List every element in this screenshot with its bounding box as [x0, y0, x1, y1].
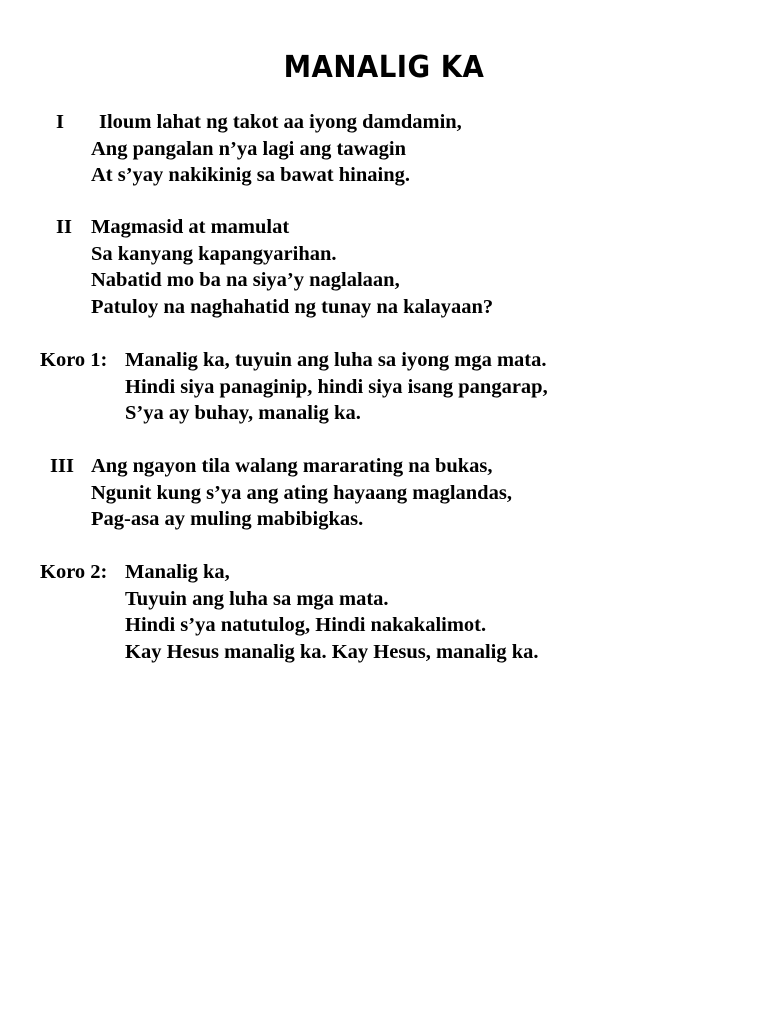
lyric-line: Manalig ka,: [125, 561, 230, 583]
stanza-marker: I: [56, 111, 64, 133]
lyric-line: At s’yay nakikinig sa bawat hinaing.: [91, 164, 410, 186]
song-title: MANALIG KA: [283, 50, 485, 85]
chorus-lines: [125, 559, 538, 665]
lyric-line: S’ya ay buhay, manalig ka.: [125, 402, 361, 424]
lyric-line: Tuyuin ang luha sa mga mata.: [125, 587, 389, 610]
lyric-line: Hindi s’ya natutulog, Hindi nakakalimot.: [125, 614, 487, 636]
lyric-line: Ang ngayon tila walang mararating na bukas,: [91, 455, 493, 477]
lyric-line: Patuloy na naghahatid ng tunay na kalayaan?: [91, 295, 494, 318]
stanza-lines: [91, 109, 462, 189]
lyric-line: Ang pangalan n’ya lagi ang tawagin: [91, 137, 406, 160]
lyric-line: Manalig ka, tuyuin ang luha sa iyong mga mata.: [125, 349, 547, 371]
lyric-line: Hindi siya panaginip, hindi siya isang pangarap,: [125, 375, 548, 398]
lyric-line: Sa kanyang kapangyarihan.: [91, 242, 337, 265]
chorus-marker: Koro 1:: [40, 349, 108, 371]
lyric-line: Pag-asa ay muling mabibigkas.: [91, 508, 364, 530]
chorus-lines: [125, 347, 548, 427]
stanza-lines: [91, 214, 493, 320]
lyric-line: Kay Hesus manalig ka. Kay Hesus, manalig ka.: [125, 640, 539, 663]
lyric-line: Iloum lahat ng takot aa iyong damdamin,: [99, 111, 462, 133]
lyric-line: Nabatid mo ba na siya’y naglalaan,: [91, 269, 400, 291]
lyric-line: Ngunit kung s’ya ang ating hayaang maglandas,: [91, 481, 512, 504]
stanza-marker: III: [50, 455, 74, 477]
stanza-lines: [91, 453, 512, 533]
lyric-line: Magmasid at mamulat: [91, 216, 290, 238]
stanza-marker: II: [56, 216, 72, 238]
chorus-marker: Koro 2:: [40, 561, 108, 583]
